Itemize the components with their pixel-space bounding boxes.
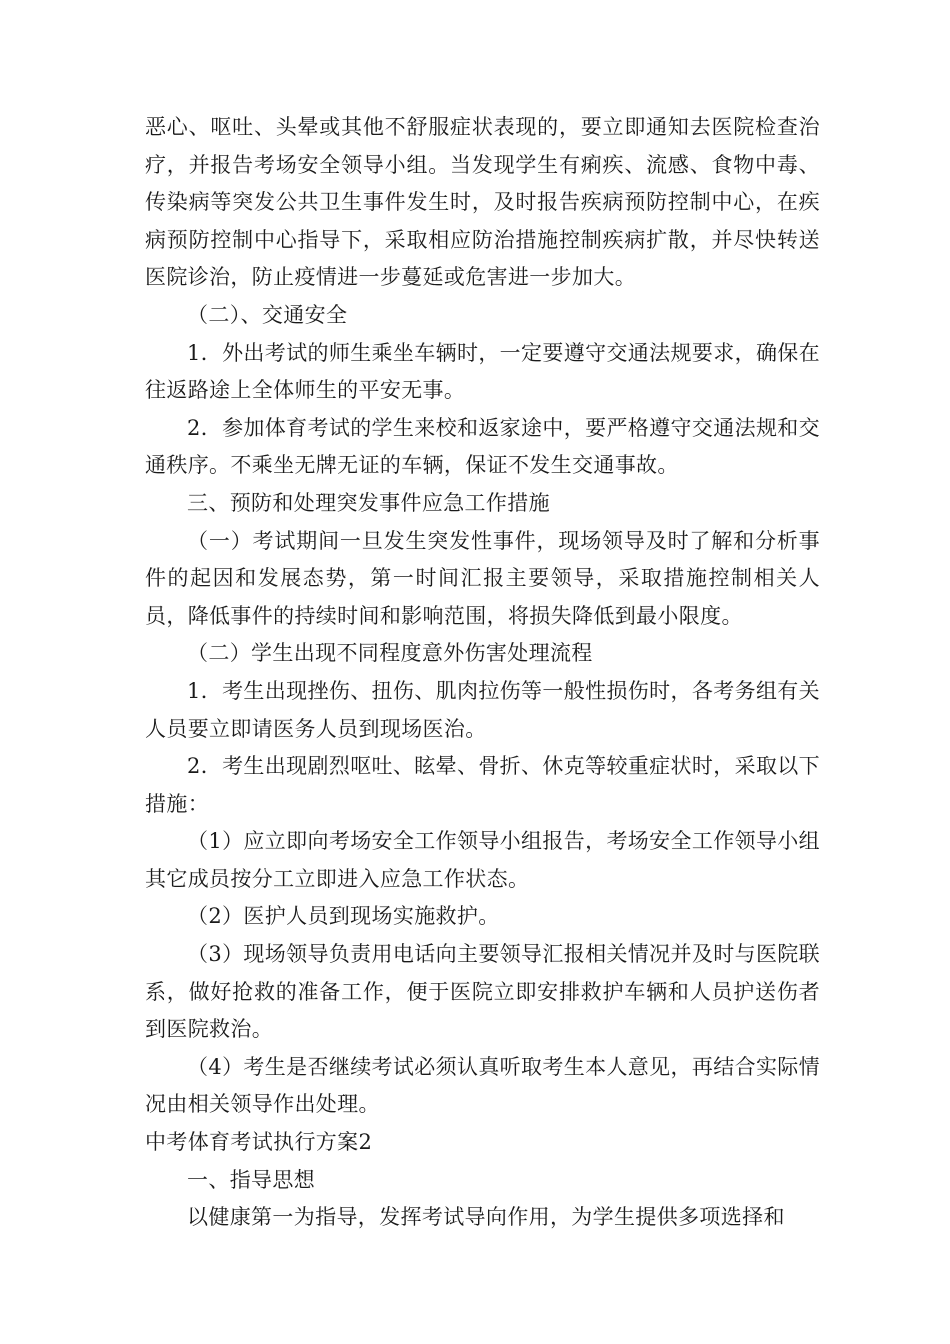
- paragraph-injury-2: 2．考生出现剧烈呕吐、眩晕、骨折、休克等较重症状时，采取以下措施：: [145, 754, 820, 816]
- heading-injury-process: （二）学生出现不同程度意外伤害处理流程: [187, 641, 593, 666]
- heading-guiding-ideology: 一、指导思想: [187, 1167, 316, 1192]
- paragraph-measure-1: （1）应立即向考场安全工作领导小组报告，考场安全工作领导小组其它成员按分工立即进入应急工作状态。: [145, 829, 820, 891]
- document-body: [145, 109, 820, 1237]
- heading-traffic-safety: （二）、交通安全: [187, 302, 348, 327]
- section-title-plan-2: 中考体育考试执行方案2: [145, 1130, 373, 1155]
- paragraph-measure-4: （4）考生是否继续考试必须认真听取考生本人意见，再结合实际情况由相关领导作出处理。: [145, 1054, 820, 1117]
- paragraph-guiding-ideology: 以健康第一为指导，发挥考试导向作用，为学生提供多项选择和: [187, 1205, 785, 1230]
- paragraph-measure-2: （2）医护人员到现场实施救护。: [187, 904, 500, 929]
- paragraph-injury-1: 1．考生出现挫伤、扭伤、肌肉拉伤等一般性损伤时，各考务组有关人员要立即请医务人员到现场医治。: [145, 678, 820, 741]
- paragraph-measure-3: （3）现场领导负责用电话向主要领导汇报相关情况并及时与医院联系，做好抢救的准备工作，便于医院立即安排救护车辆和人员护送伤者到医院救治。: [145, 942, 820, 1042]
- paragraph-emergency-1: （一）考试期间一旦发生突发性事件，现场领导及时了解和分析事件的起因和发展态势，第一时间汇报主要领导，采取措施控制相关人员，降低事件的持续时间和影响范围，将损失降低到最小限度。: [145, 528, 820, 628]
- paragraph-traffic-2: 2．参加体育考试的学生来校和返家途中，要严格遵守交通法规和交通秩序。不乘坐无牌无证的车辆，保证不发生交通事故。: [145, 415, 820, 478]
- paragraph-traffic-1: 1．外出考试的师生乘坐车辆时，一定要遵守交通法规要求，确保在往返路途上全体师生的平安无事。: [145, 340, 820, 403]
- paragraph-illness-response: 恶心、呕吐、头晕或其他不舒服症状表现的，要立即通知去医院检查治疗，并报告考场安全领导小组。当发现学生有痢疾、流感、食物中毒、传染病等突发公共卫生事件发生时，及时报告疾病预防控制中心，在疾病预防控制中心指导下，采取相应防治措施控制疾病扩散，并尽快转送医院诊治，防止疫情进一步蔓延或危害进一步加大。: [145, 115, 820, 290]
- heading-emergency-measures: 三、预防和处理突发事件应急工作措施: [187, 490, 550, 515]
